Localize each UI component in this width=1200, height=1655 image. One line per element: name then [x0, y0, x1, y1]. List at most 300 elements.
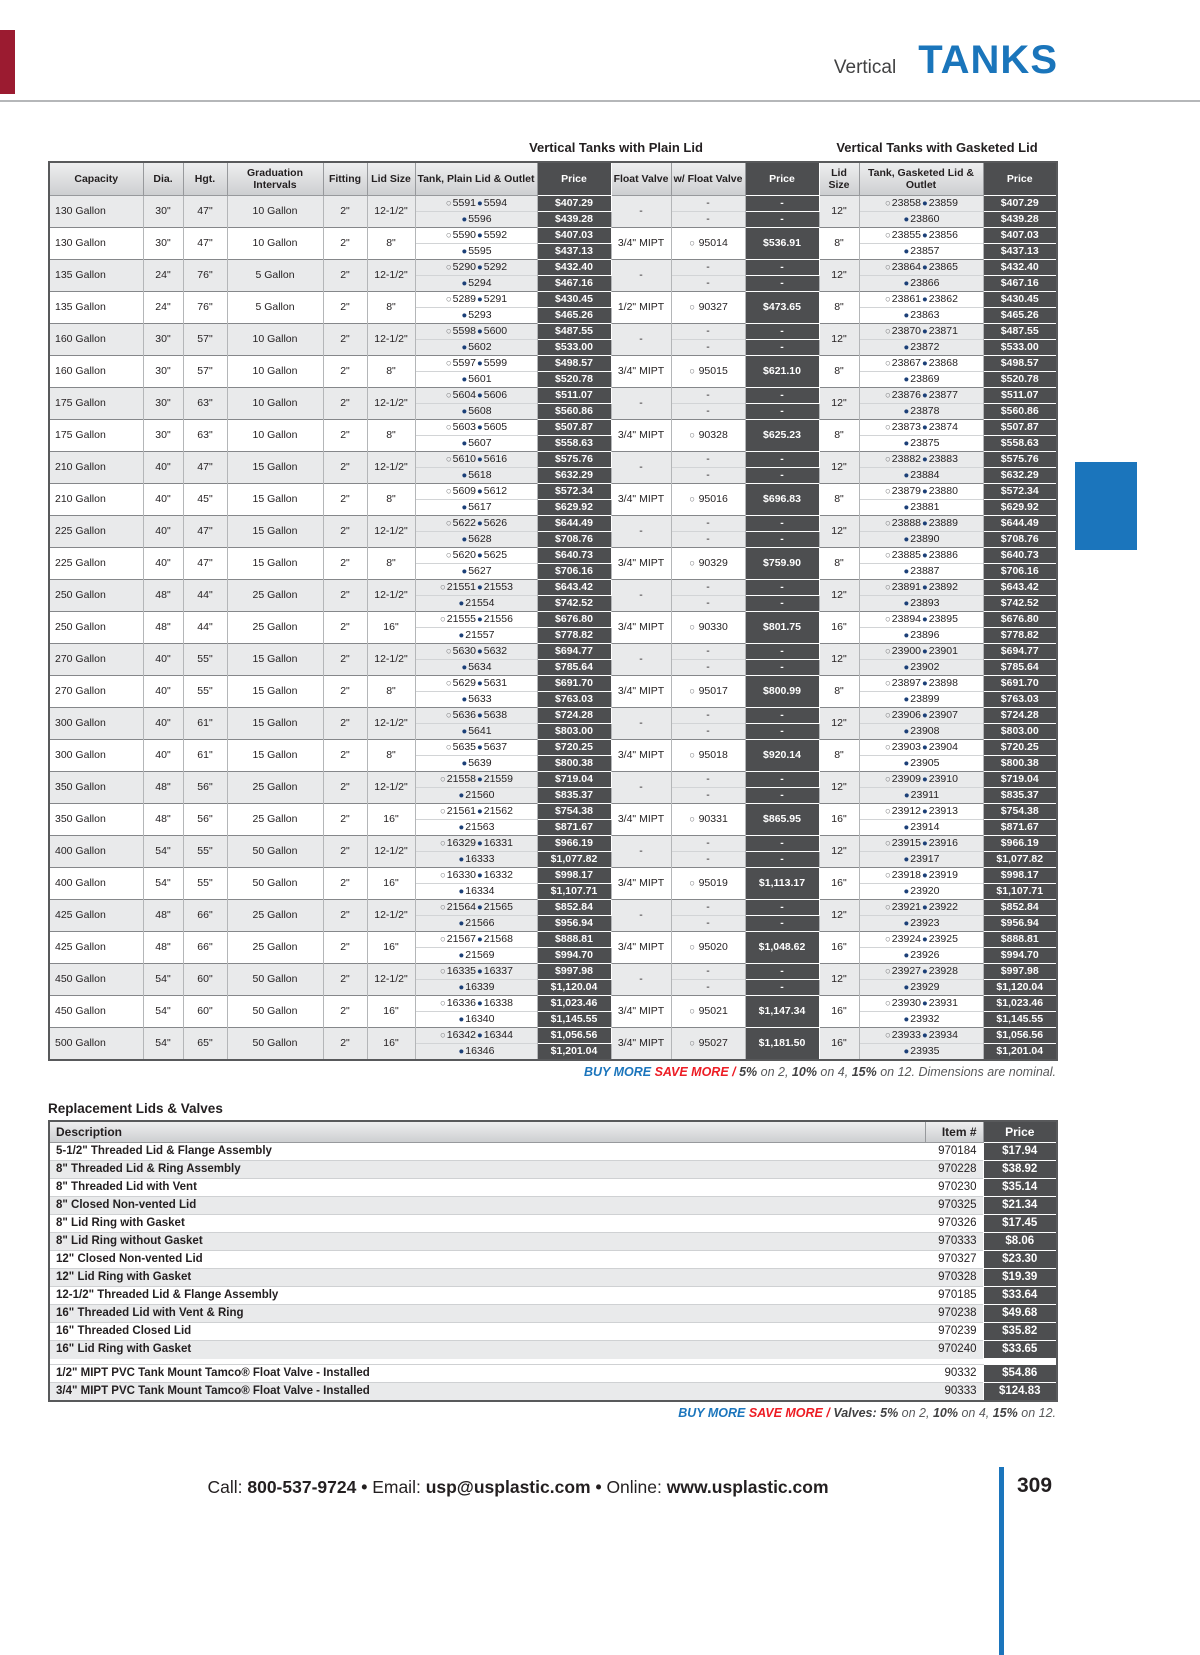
cell-gasket-items-2 — [859, 980, 983, 996]
cell-float-valve-fitting: - — [611, 964, 671, 996]
cell-fitting: 2" — [323, 996, 367, 1028]
item-number: 5294 — [468, 277, 492, 290]
cell-lid-size: 16" — [367, 996, 415, 1028]
filled-dot-icon: ● — [458, 886, 465, 898]
cell-hgt: 61" — [183, 740, 227, 772]
cell-float-valve-item — [671, 420, 745, 452]
cell-float-valve-price: - — [745, 196, 819, 212]
cell-capacity: 300 Gallon — [49, 708, 143, 740]
cell-price: $38.92 — [983, 1161, 1057, 1179]
cell-gasket-price-2: $1,120.04 — [983, 980, 1057, 996]
cell-description: 5-1/2" Threaded Lid & Flange Assembly — [49, 1143, 925, 1161]
item-number: 21554 — [465, 597, 495, 610]
cell-graduation: 50 Gallon — [227, 964, 323, 996]
cell-capacity: 210 Gallon — [49, 484, 143, 516]
cell-fitting: 2" — [323, 868, 367, 900]
cell-gasket-lid-size: 12" — [819, 452, 859, 484]
open-dot-icon: ○ — [885, 966, 891, 978]
item-number: 16334 — [465, 885, 495, 898]
cell-hgt: 47" — [183, 196, 227, 228]
cell-gasket-lid-size: 12" — [819, 196, 859, 228]
item-number: 23900 — [891, 645, 921, 658]
cell-hgt: 66" — [183, 932, 227, 964]
cell-plain-items-1 — [415, 932, 537, 948]
buy-more-note-segment: SAVE MORE — [654, 1065, 729, 1080]
cell-gasket-price-2: $632.29 — [983, 468, 1057, 484]
item-number: 23897 — [891, 677, 921, 690]
filled-dot-icon: ● — [477, 582, 483, 594]
cell-plain-price-1: $507.87 — [537, 420, 611, 436]
filled-dot-icon: ● — [922, 1030, 928, 1042]
contact-footer-segment: • — [590, 1477, 607, 1497]
cell-capacity: 160 Gallon — [49, 324, 143, 356]
item-number: 23899 — [910, 693, 940, 706]
cell-float-valve-price: - — [745, 772, 819, 788]
cell-fitting: 2" — [323, 420, 367, 452]
filled-dot-icon: ● — [477, 198, 483, 210]
cell-plain-price-1: $1,023.46 — [537, 996, 611, 1012]
item-number: 21568 — [483, 933, 513, 946]
filled-dot-icon: ● — [903, 502, 910, 514]
cell-gasket-lid-size: 8" — [819, 420, 859, 452]
replacement-table-title: Replacement Lids & Valves — [48, 1101, 223, 1117]
cell-fitting: 2" — [323, 836, 367, 868]
cell-hgt: 65" — [183, 1028, 227, 1061]
cell-gasket-items-2 — [859, 468, 983, 484]
open-dot-icon: ○ — [885, 454, 891, 466]
item-number: 95015 — [698, 365, 728, 378]
open-dot-icon: ○ — [885, 870, 891, 882]
cell-plain-price-2: $632.29 — [537, 468, 611, 484]
open-dot-icon: ○ — [885, 486, 891, 498]
buy-more-valves-note-segment: / — [822, 1406, 834, 1421]
item-number: 16338 — [483, 997, 513, 1010]
cell-price: $17.45 — [983, 1215, 1057, 1233]
item-number: 23892 — [928, 581, 958, 594]
filled-dot-icon: ● — [477, 486, 483, 498]
cell-float-valve-price: - — [745, 260, 819, 276]
cell-gasket-price-2: $558.63 — [983, 436, 1057, 452]
cell-float-valve-price: - — [745, 708, 819, 724]
item-number: 5604 — [452, 389, 476, 402]
cell-gasket-price-2: $437.13 — [983, 244, 1057, 260]
cell-float-valve-price: - — [745, 788, 819, 804]
open-dot-icon: ○ — [689, 750, 698, 762]
filled-dot-icon: ● — [922, 998, 928, 1010]
item-number: 23876 — [891, 389, 921, 402]
table-row — [49, 420, 1057, 436]
cell-float-valve-item — [671, 868, 745, 900]
filled-dot-icon: ● — [922, 390, 928, 402]
cell-price: $33.65 — [983, 1341, 1057, 1359]
filled-dot-icon: ● — [461, 438, 468, 450]
cell-gasket-price-2: $956.94 — [983, 916, 1057, 932]
item-number: 23903 — [891, 741, 921, 754]
cell-float-valve-item — [671, 292, 745, 324]
cell-graduation: 50 Gallon — [227, 868, 323, 900]
cell-gasket-price-1: $998.17 — [983, 868, 1057, 884]
item-number: 23857 — [910, 245, 940, 258]
cell-float-valve-fitting: - — [611, 580, 671, 612]
item-number: 5598 — [452, 325, 476, 338]
vertical-tanks-table — [48, 161, 1058, 1061]
cell-item-number: 970230 — [925, 1179, 983, 1197]
cell-gasket-items-2 — [859, 788, 983, 804]
item-number: 23924 — [891, 933, 921, 946]
cell-fitting: 2" — [323, 932, 367, 964]
open-dot-icon: ○ — [689, 558, 698, 570]
cell-plain-items-1 — [415, 324, 537, 340]
cell-item-number: 970333 — [925, 1233, 983, 1251]
filled-dot-icon: ● — [903, 310, 910, 322]
cell-float-valve-price: $621.10 — [745, 356, 819, 388]
cell-plain-items-1 — [415, 964, 537, 980]
cell-dia: 54" — [143, 1028, 183, 1061]
cell-hgt: 47" — [183, 228, 227, 260]
filled-dot-icon: ● — [922, 902, 928, 914]
cell-gasket-price-2: $1,145.55 — [983, 1012, 1057, 1028]
cell-gasket-items-1 — [859, 196, 983, 212]
filled-dot-icon: ● — [458, 598, 465, 610]
page-number: 309 — [1017, 1474, 1053, 1497]
contact-footer-segment: • — [356, 1477, 373, 1497]
item-number: 23896 — [910, 629, 940, 642]
item-number: 23881 — [910, 501, 940, 514]
filled-dot-icon: ● — [922, 678, 928, 690]
table-row — [49, 1197, 1057, 1215]
open-dot-icon: ○ — [885, 198, 891, 210]
item-number: 5594 — [483, 197, 508, 210]
col-item-number: Item # — [925, 1121, 983, 1143]
cell-gasket-lid-size: 16" — [819, 612, 859, 644]
cell-graduation: 5 Gallon — [227, 292, 323, 324]
cell-fitting: 2" — [323, 388, 367, 420]
cell-gasket-lid-size: 12" — [819, 836, 859, 868]
item-number: 23872 — [910, 341, 940, 354]
cell-lid-size: 8" — [367, 356, 415, 388]
open-dot-icon: ○ — [445, 518, 452, 530]
right-edge-blue-tab — [1075, 462, 1137, 550]
col-lid-size: Lid Size — [367, 162, 415, 196]
cell-float-valve-item: - — [671, 340, 745, 356]
main-table-header-row — [49, 162, 1057, 196]
col-replacement-price: Price — [983, 1121, 1057, 1143]
cell-gasket-items-1 — [859, 964, 983, 980]
cell-gasket-price-1: $676.80 — [983, 612, 1057, 628]
item-number: 23889 — [928, 517, 958, 530]
cell-float-valve-price: - — [745, 324, 819, 340]
cell-lid-size: 12-1/2" — [367, 772, 415, 804]
filled-dot-icon: ● — [903, 822, 910, 834]
cell-plain-price-1: $724.28 — [537, 708, 611, 724]
cell-gasket-price-2: $763.03 — [983, 692, 1057, 708]
cell-float-valve-price: - — [745, 340, 819, 356]
cell-item-number: 90332 — [925, 1365, 983, 1383]
filled-dot-icon: ● — [477, 678, 483, 690]
item-number: 21560 — [465, 789, 495, 802]
cell-item-number: 970325 — [925, 1197, 983, 1215]
cell-lid-size: 12-1/2" — [367, 324, 415, 356]
filled-dot-icon: ● — [922, 326, 928, 338]
item-number: 23921 — [891, 901, 921, 914]
cell-plain-items-2 — [415, 884, 537, 900]
cell-description: 8" Closed Non-vented Lid — [49, 1197, 925, 1215]
filled-dot-icon: ● — [903, 598, 910, 610]
cell-capacity: 300 Gallon — [49, 740, 143, 772]
filled-dot-icon: ● — [461, 502, 468, 514]
buy-more-note-segment: on 4, — [816, 1065, 852, 1080]
cell-plain-price-1: $719.04 — [537, 772, 611, 788]
item-number: 5609 — [452, 485, 476, 498]
cell-float-valve-fitting: 3/4" MIPT — [611, 484, 671, 516]
cell-plain-price-2: $706.16 — [537, 564, 611, 580]
cell-plain-items-1 — [415, 996, 537, 1012]
cell-float-valve-price: $759.90 — [745, 548, 819, 580]
item-number: 23890 — [910, 533, 940, 546]
cell-description: 12-1/2" Threaded Lid & Flange Assembly — [49, 1287, 925, 1305]
cell-float-valve-price: - — [745, 852, 819, 868]
cell-gasket-price-1: $1,023.46 — [983, 996, 1057, 1012]
cell-dia: 40" — [143, 452, 183, 484]
filled-dot-icon: ● — [461, 726, 468, 738]
item-number: 16339 — [465, 981, 495, 994]
item-number: 23871 — [928, 325, 958, 338]
cell-float-valve-price: - — [745, 388, 819, 404]
buy-more-valves-note-segment: Valves: — [833, 1406, 881, 1421]
cell-graduation: 5 Gallon — [227, 260, 323, 292]
cell-float-valve-fitting: 3/4" MIPT — [611, 996, 671, 1028]
cell-dia: 24" — [143, 292, 183, 324]
cell-float-valve-fitting: - — [611, 836, 671, 868]
cell-float-valve-item — [671, 996, 745, 1028]
cell-float-valve-item: - — [671, 900, 745, 916]
item-number: 23883 — [928, 453, 958, 466]
cell-plain-price-2: $437.13 — [537, 244, 611, 260]
cell-lid-size: 12-1/2" — [367, 836, 415, 868]
cell-description: 8" Threaded Lid with Vent — [49, 1179, 925, 1197]
cell-item-number: 970326 — [925, 1215, 983, 1233]
table-group-headers — [48, 140, 1056, 159]
cell-gasket-lid-size: 12" — [819, 772, 859, 804]
item-number: 5595 — [468, 245, 492, 258]
table-row — [49, 804, 1057, 820]
table-row — [49, 516, 1057, 532]
filled-dot-icon: ● — [477, 550, 483, 562]
cell-gasket-price-2: $1,201.04 — [983, 1044, 1057, 1061]
filled-dot-icon: ● — [903, 534, 910, 546]
buy-more-valves-note-segment: on 4, — [957, 1406, 993, 1421]
cell-gasket-price-1: $644.49 — [983, 516, 1057, 532]
item-number: 23913 — [928, 805, 958, 818]
table-row — [49, 292, 1057, 308]
cell-float-valve-item: - — [671, 980, 745, 996]
item-number: 5590 — [452, 229, 476, 242]
cell-float-valve-fitting: - — [611, 516, 671, 548]
cell-lid-size: 16" — [367, 804, 415, 836]
item-number: 23901 — [928, 645, 958, 658]
cell-float-valve-fitting: - — [611, 260, 671, 292]
cell-description: 12" Closed Non-vented Lid — [49, 1251, 925, 1269]
open-dot-icon: ○ — [440, 902, 446, 914]
cell-lid-size: 8" — [367, 228, 415, 260]
table-row — [49, 580, 1057, 596]
cell-plain-items-2 — [415, 596, 537, 612]
cell-plain-price-1: $575.76 — [537, 452, 611, 468]
open-dot-icon: ○ — [445, 390, 452, 402]
filled-dot-icon: ● — [903, 214, 910, 226]
cell-gasket-price-1: $575.76 — [983, 452, 1057, 468]
item-number: 5599 — [483, 357, 508, 370]
cell-dia: 54" — [143, 836, 183, 868]
item-number: 5592 — [483, 229, 508, 242]
open-dot-icon: ○ — [440, 582, 446, 594]
cell-gasket-lid-size: 12" — [819, 388, 859, 420]
cell-float-valve-price: $1,048.62 — [745, 932, 819, 964]
cell-price: $23.30 — [983, 1251, 1057, 1269]
cell-float-valve-price: - — [745, 644, 819, 660]
cell-gasket-price-1: $432.40 — [983, 260, 1057, 276]
filled-dot-icon: ● — [458, 854, 465, 866]
cell-float-valve-fitting: - — [611, 772, 671, 804]
cell-plain-price-2: $1,077.82 — [537, 852, 611, 868]
cell-plain-price-2: $558.63 — [537, 436, 611, 452]
cell-item-number: 970240 — [925, 1341, 983, 1359]
filled-dot-icon: ● — [461, 406, 468, 418]
cell-hgt: 60" — [183, 996, 227, 1028]
cell-plain-price-2: $800.38 — [537, 756, 611, 772]
open-dot-icon: ○ — [885, 326, 891, 338]
cell-dia: 48" — [143, 772, 183, 804]
filled-dot-icon: ● — [461, 310, 468, 322]
cell-lid-size: 12-1/2" — [367, 644, 415, 676]
cell-plain-items-1 — [415, 868, 537, 884]
item-number: 90330 — [698, 621, 728, 634]
cell-capacity: 400 Gallon — [49, 868, 143, 900]
filled-dot-icon: ● — [461, 758, 468, 770]
filled-dot-icon: ● — [922, 518, 928, 530]
item-number: 23877 — [928, 389, 958, 402]
filled-dot-icon: ● — [922, 966, 928, 978]
cell-gasket-price-1: $572.34 — [983, 484, 1057, 500]
cell-float-valve-fitting: 3/4" MIPT — [611, 740, 671, 772]
buy-more-valves-note-segment: SAVE MORE — [748, 1406, 823, 1421]
cell-gasket-price-1: $966.19 — [983, 836, 1057, 852]
cell-dia: 40" — [143, 548, 183, 580]
cell-fitting: 2" — [323, 804, 367, 836]
cell-float-valve-fitting: 3/4" MIPT — [611, 868, 671, 900]
cell-plain-price-1: $487.55 — [537, 324, 611, 340]
contact-footer-segment: Online: — [606, 1477, 667, 1497]
filled-dot-icon: ● — [922, 934, 928, 946]
cell-gasket-price-2: $1,107.71 — [983, 884, 1057, 900]
cell-float-valve-price: - — [745, 452, 819, 468]
cell-gasket-price-2: $994.70 — [983, 948, 1057, 964]
buy-more-note-segment: 15% — [851, 1065, 877, 1080]
cell-hgt: 57" — [183, 356, 227, 388]
cell-graduation: 25 Gallon — [227, 580, 323, 612]
item-number: 23914 — [910, 821, 940, 834]
filled-dot-icon: ● — [922, 454, 928, 466]
buy-more-note-segment: / — [728, 1065, 740, 1080]
item-number: 23874 — [928, 421, 958, 434]
cell-plain-items-1 — [415, 1028, 537, 1044]
item-number: 5641 — [468, 725, 492, 738]
open-dot-icon: ○ — [885, 1030, 891, 1042]
cell-dia: 54" — [143, 964, 183, 996]
cell-gasket-items-1 — [859, 548, 983, 564]
table-row — [49, 836, 1057, 852]
buy-more-valves-note-segment: on 12. — [1017, 1406, 1056, 1421]
filled-dot-icon: ● — [458, 790, 465, 802]
item-number: 23879 — [891, 485, 921, 498]
item-number: 21569 — [465, 949, 495, 962]
col-with-float-valve: w/ Float Valve — [671, 162, 745, 196]
cell-float-valve-price: $1,113.17 — [745, 868, 819, 900]
filled-dot-icon: ● — [477, 230, 483, 242]
filled-dot-icon: ● — [922, 550, 928, 562]
col-float-price: Price — [745, 162, 819, 196]
table-row — [49, 740, 1057, 756]
item-number: 16340 — [465, 1013, 495, 1026]
cell-gasket-items-2 — [859, 916, 983, 932]
cell-float-valve-item — [671, 932, 745, 964]
cell-gasket-items-2 — [859, 564, 983, 580]
open-dot-icon: ○ — [885, 678, 891, 690]
cell-gasket-lid-size: 16" — [819, 996, 859, 1028]
cell-gasket-lid-size: 12" — [819, 580, 859, 612]
open-dot-icon: ○ — [689, 814, 698, 826]
cell-description: 12" Lid Ring with Gasket — [49, 1269, 925, 1287]
cell-float-valve-fitting: 3/4" MIPT — [611, 420, 671, 452]
cell-gasket-price-2: $706.16 — [983, 564, 1057, 580]
cell-dia: 48" — [143, 900, 183, 932]
open-dot-icon: ○ — [445, 358, 452, 370]
item-number: 23931 — [928, 997, 958, 1010]
filled-dot-icon: ● — [903, 1046, 910, 1058]
cell-price: $17.94 — [983, 1143, 1057, 1161]
cell-gasket-price-2: $785.64 — [983, 660, 1057, 676]
cell-item-number: 90333 — [925, 1383, 983, 1402]
open-dot-icon: ○ — [885, 742, 891, 754]
cell-plain-items-2 — [415, 1044, 537, 1061]
item-number: 90327 — [698, 301, 728, 314]
cell-capacity: 350 Gallon — [49, 804, 143, 836]
item-number: 16344 — [483, 1029, 513, 1042]
cell-plain-items-2 — [415, 564, 537, 580]
col-graduation-intervals: Graduation Intervals — [227, 162, 323, 196]
cell-gasket-items-1 — [859, 260, 983, 276]
cell-plain-items-1 — [415, 420, 537, 436]
item-number: 5591 — [452, 197, 476, 210]
open-dot-icon: ○ — [885, 518, 891, 530]
filled-dot-icon: ● — [922, 870, 928, 882]
cell-plain-price-2: $629.92 — [537, 500, 611, 516]
item-number: 23904 — [928, 741, 958, 754]
cell-plain-price-2: $1,201.04 — [537, 1044, 611, 1061]
cell-price: $54.86 — [983, 1365, 1057, 1383]
cell-plain-price-1: $997.98 — [537, 964, 611, 980]
buy-more-note-segment: Dimensions are nominal. — [918, 1065, 1056, 1080]
cell-fitting: 2" — [323, 900, 367, 932]
cell-graduation: 10 Gallon — [227, 356, 323, 388]
cell-plain-price-2: $994.70 — [537, 948, 611, 964]
cell-gasket-items-1 — [859, 644, 983, 660]
item-number: 23933 — [891, 1029, 921, 1042]
filled-dot-icon: ● — [903, 918, 910, 930]
cell-float-valve-fitting: - — [611, 644, 671, 676]
cell-plain-price-1: $720.25 — [537, 740, 611, 756]
cell-lid-size: 8" — [367, 740, 415, 772]
